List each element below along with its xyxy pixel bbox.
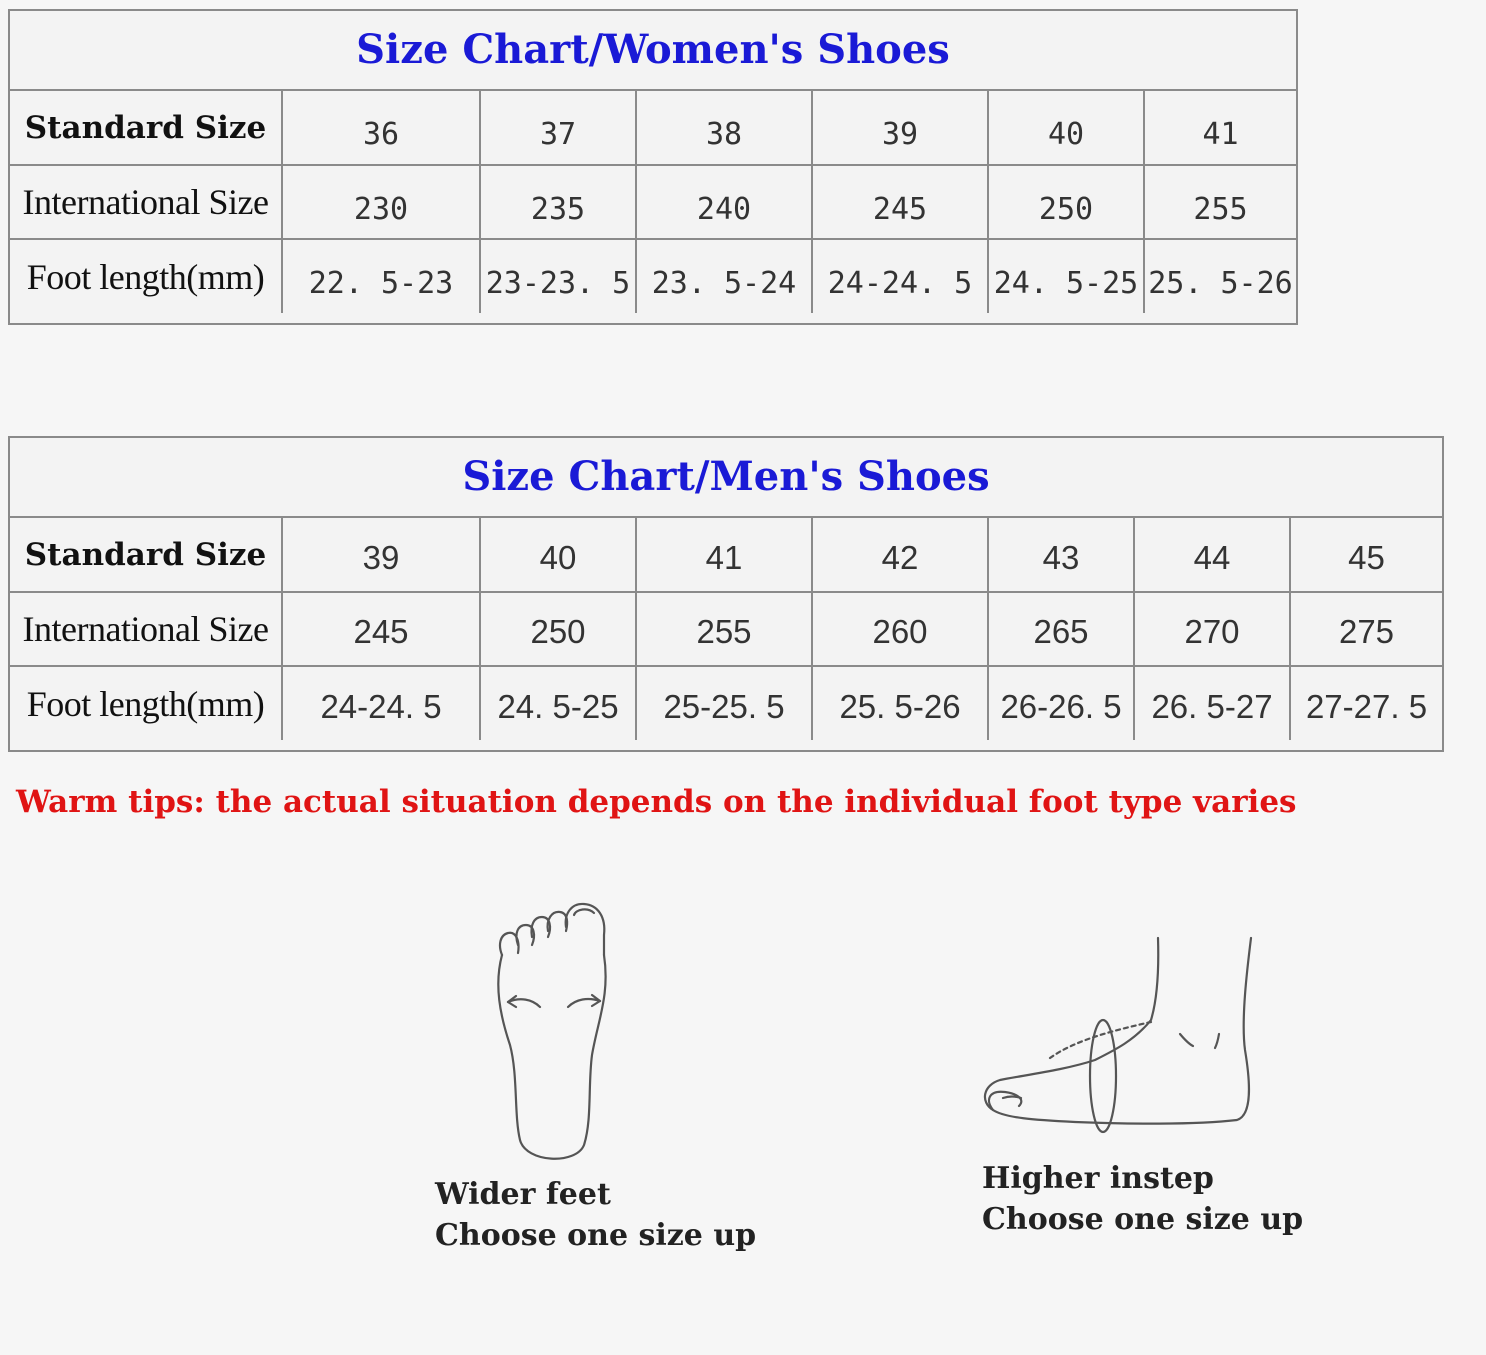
table-cell: 250 [480, 592, 636, 666]
row-label-international-size: International Size [10, 165, 282, 239]
table-cell: 36 [282, 91, 480, 165]
men-size-chart [8, 436, 1444, 752]
table-cell: 38 [636, 91, 812, 165]
table-cell: 24. 5-25 [480, 666, 636, 740]
table-cell: 245 [812, 165, 988, 239]
table-cell: 40 [480, 518, 636, 592]
table-cell: 255 [1144, 165, 1296, 239]
table-cell: 25-25. 5 [636, 666, 812, 740]
women-size-chart [8, 9, 1298, 325]
table-cell: 41 [636, 518, 812, 592]
table-row [10, 518, 1442, 592]
table-cell: 255 [636, 592, 812, 666]
row-label-international-size: International Size [10, 592, 282, 666]
table-cell: 42 [812, 518, 988, 592]
row-label-foot-length: Foot length(mm) [10, 239, 282, 313]
high-instep-icon [975, 930, 1260, 1140]
table-cell: 22. 5-23 [282, 239, 480, 313]
table-cell: 23. 5-24 [636, 239, 812, 313]
women-size-table [10, 91, 1296, 313]
table-cell: 39 [812, 91, 988, 165]
table-row [10, 165, 1296, 239]
row-label-foot-length: Foot length(mm) [10, 666, 282, 740]
table-cell: 44 [1134, 518, 1290, 592]
warm-tip-text: Warm tips: the actual situation depends on the individual foot type varies [16, 784, 1297, 820]
table-cell: 26. 5-27 [1134, 666, 1290, 740]
table-cell: 45 [1290, 518, 1442, 592]
table-cell: 41 [1144, 91, 1296, 165]
wide-feet-caption [435, 1174, 756, 1256]
table-cell: 25. 5-26 [812, 666, 988, 740]
table-cell: 230 [282, 165, 480, 239]
table-cell: 27-27. 5 [1290, 666, 1442, 740]
table-cell: 25. 5-26 [1144, 239, 1296, 313]
table-row [10, 239, 1296, 313]
table-cell: 24-24. 5 [282, 666, 480, 740]
table-row [10, 666, 1442, 740]
table-cell: 275 [1290, 592, 1442, 666]
table-cell: 40 [988, 91, 1144, 165]
high-instep-caption [982, 1158, 1303, 1240]
table-cell: 43 [988, 518, 1134, 592]
table-cell: 39 [282, 518, 480, 592]
women-chart-title: Size Chart/Women's Shoes [10, 11, 1296, 91]
table-cell: 23-23. 5 [480, 239, 636, 313]
table-cell: 270 [1134, 592, 1290, 666]
table-cell: 235 [480, 165, 636, 239]
table-cell: 240 [636, 165, 812, 239]
wide-feet-advice: Choose one size up [435, 1218, 757, 1253]
high-instep-advice: Choose one size up [982, 1202, 1304, 1237]
table-cell: 245 [282, 592, 480, 666]
table-cell: 250 [988, 165, 1144, 239]
men-size-table [10, 518, 1442, 740]
table-row [10, 592, 1442, 666]
high-instep-title: Higher instep [982, 1161, 1214, 1196]
table-cell: 24-24. 5 [812, 239, 988, 313]
row-label-standard-size: Standard Size [10, 518, 282, 592]
men-chart-title: Size Chart/Men's Shoes [10, 438, 1442, 518]
table-cell: 265 [988, 592, 1134, 666]
table-cell: 260 [812, 592, 988, 666]
table-row [10, 91, 1296, 165]
row-label-standard-size: Standard Size [10, 91, 282, 165]
wide-foot-icon [480, 895, 620, 1170]
wide-feet-title: Wider feet [435, 1177, 611, 1212]
table-cell: 24. 5-25 [988, 239, 1144, 313]
table-cell: 37 [480, 91, 636, 165]
table-cell: 26-26. 5 [988, 666, 1134, 740]
